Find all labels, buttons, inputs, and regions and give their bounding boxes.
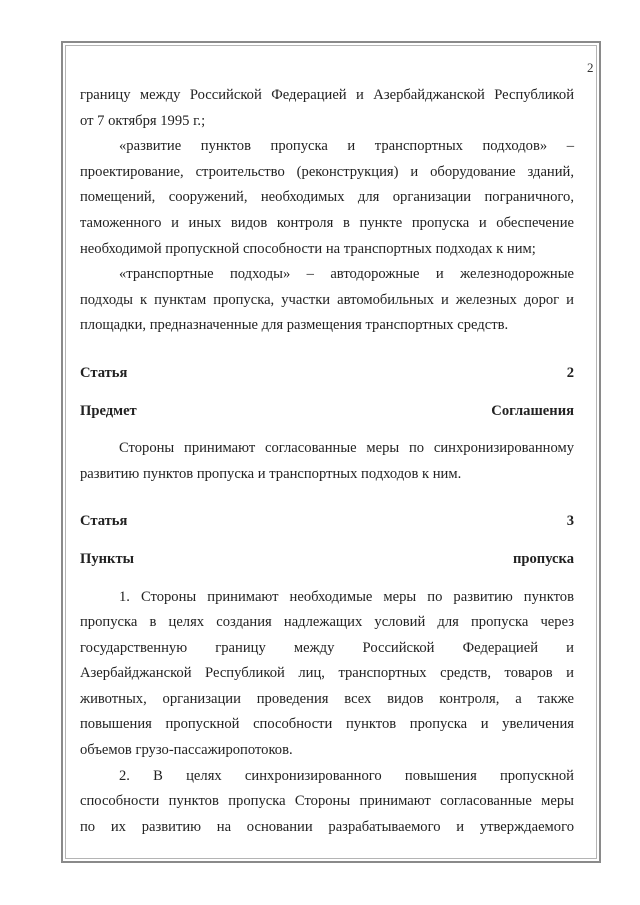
spacer [80,424,574,436]
spacer [80,573,574,585]
text-line: «транспортные подходы» – автодорожные и железнодорожные [119,266,574,283]
spacer [80,535,574,547]
spacer [80,339,574,361]
text-line: государственную границу между Российской Федерацией и [80,639,574,656]
text-line: Стороны принимают согласованные меры по синхронизированному [119,440,574,457]
text-line: 1. Стороны принимают необходимые меры по развитию пунктов [119,588,574,605]
text-line: необходимой пропускной способности на транспортных подходах к ним; [80,240,536,257]
article-title: Пункты пропуска [80,550,574,567]
text-line: объемов грузо-пассажиропотоков. [80,742,293,759]
article-number: Статья 2 [80,364,574,381]
text-line: проектирование, строительство (реконструкция) и оборудование зданий, [80,163,574,180]
spacer [80,387,574,399]
text-line: пропуска в целях создания надлежащих условий для пропуска через [80,614,574,631]
text-line: границу между Российской Федерацией и Азербайджанской Республикой [80,87,574,103]
text-line: повышения пропускной способности пунктов пропуска и увеличения [80,716,574,733]
article-number: Статья 3 [80,513,574,530]
text-line: 2. В целях синхронизированного повышения пропускной [119,767,574,784]
text-line: подходы к пунктам пропуска, участки автомобильных и железных дорог и [80,291,574,308]
text-line: животных, организации проведения всех видов контроля, а также [80,690,574,707]
article-title: Предмет Соглашения [80,402,574,419]
document-body [80,83,574,840]
text-line: от 7 октября 1995 г.; [80,112,206,129]
spacer [80,487,574,509]
text-line: развитию пунктов пропуска и транспортных подходов к ним. [80,465,462,482]
text-line: «развитие пунктов пропуска и транспортных подходов» – [119,138,574,155]
text-line: площадки, предназначенные для размещения транспортных средств. [80,317,509,334]
text-line: Азербайджанской Республикой лиц, транспортных средств, товаров и [80,665,574,682]
text-line: по их развитию на основании разрабатываемого и утверждаемого [80,818,574,835]
page-number: 2 [587,60,594,75]
text-line: таможенного и иных видов контроля в пункте пропуска и обеспечение [80,214,574,231]
text-line: помещений, сооружений, необходимых для организации пограничного, [80,189,574,206]
text-line: способности пунктов пропуска Стороны принимают согласованные меры [80,793,574,810]
